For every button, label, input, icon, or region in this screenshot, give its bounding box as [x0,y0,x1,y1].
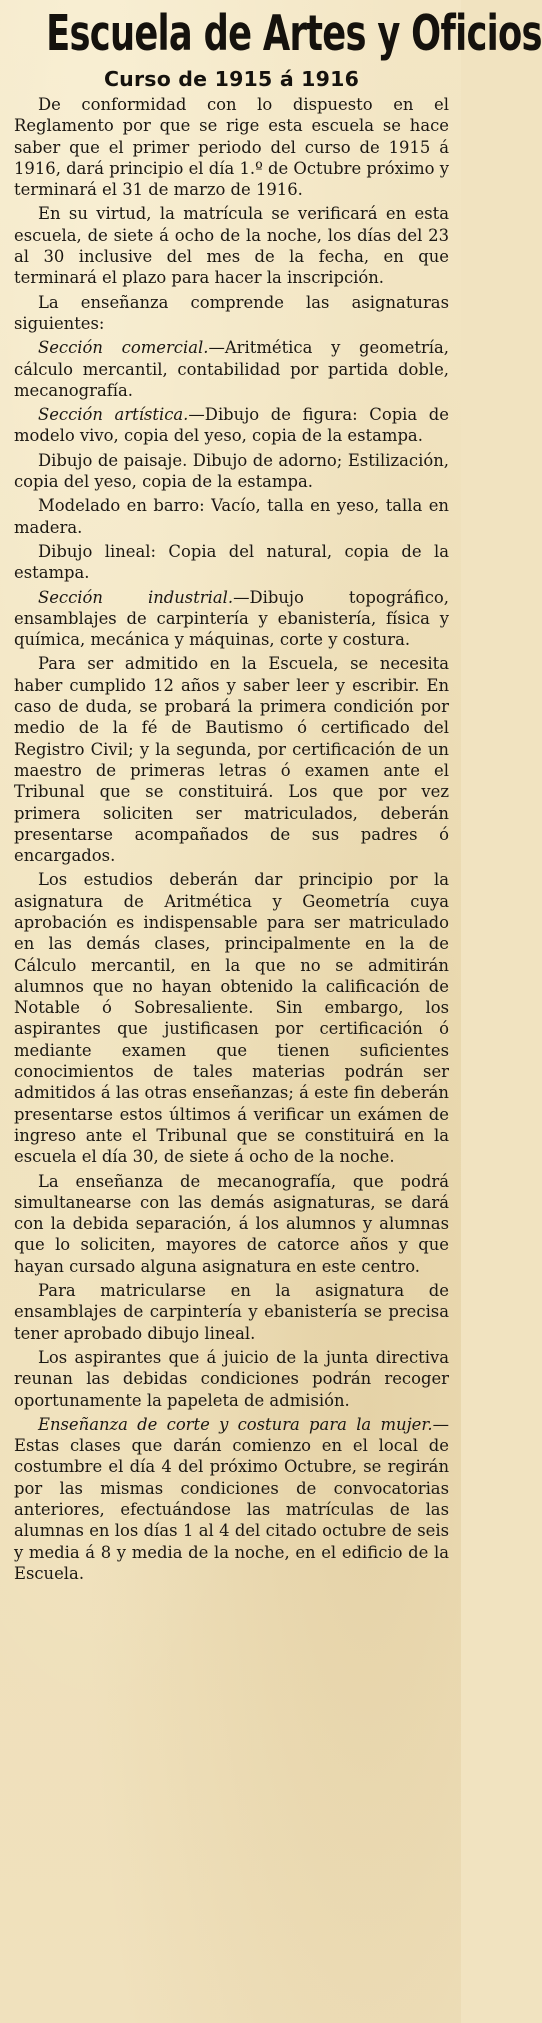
paragraph-studies [14,869,449,1167]
paragraph-text: —Aritmética y geometría, cálculo mercantil, contabilidad por partida doble, mecanografía. [14,338,450,400]
section-lead: Sección artística. [38,405,189,425]
paragraph-text: La enseñanza comprende las asignaturas siguientes: [14,292,449,333]
course-heading: Curso de 1915 á 1916 [103,67,360,91]
paragraph-admission [14,653,449,866]
article-body [14,94,449,1584]
paragraph-text: Los aspirantes que á juicio de la junta directiva reunan las debidas condiciones podrán recoger oportunamente la papeleta de admisión. [14,1347,449,1410]
paragraph-text: Para ser admitido en la Escuela, se necesita haber cumplido 12 años y saber leer y escribir. En caso de duda, se probará la primera condición por medio de la fé de Bautismo ó certificado del Registro Civil; y la segunda, por certificación de un maestro de primeras letras ó examen ante el Tribunal que se constituirá. Los que por vez primera soliciten ser matriculados, deberán presentarse acompañados de sus padres ó encargados. [14,654,449,866]
paragraph-text: En su virtud, la matrícula se verificará en esta escuela, de siete á ocho de la noche, los días del 23 al 30 inclusive del mes de la fecha, en que terminará el plazo para hacer la inscripción. [14,204,449,288]
paragraph-applicants [14,1347,449,1411]
paragraph-sewing [14,1414,449,1584]
paragraph-text: Los estudios deberán dar principio por la asignatura de Aritmética y Geometría cuya aprobación es indispensable para ser matriculado en las demás clases, principalmente en la de Cálculo mercantil, en la que no se admitirán alumnos que no hayan obtenido la calificación de Notable ó Sobresaliente. Sin embargo, los aspirantes que justificasen por certificación ó mediante examen que tienen suficientes conocimientos de tales materias podrán ser admitidos á las otras enseñanzas; á este fin deberán presentarse estos últimos á verificar un exámen de ingreso ante el Tribunal que se constituirá en la escuela el día 30, de siete á ocho de la noche. [14,870,449,1167]
paragraph-artistic-section [14,404,449,447]
paragraph-text: Dibujo lineal: Copia del natural, copia de la estampa. [14,541,449,583]
section-lead: Sección industrial. [38,587,234,607]
masthead-title: Escuela de Artes y Oficios [46,5,542,62]
paragraph-text: De conformidad con lo dispuesto en el Reglamento por que se rige esta escuela se hace saber que el primer periodo del curso de 1915 á 1916, dará principio el día 1.º de Octubre próximo y terminará el 31 de marzo de 1916. [14,95,449,200]
paragraph-text: Modelado en barro: Vacío, talla en yeso, talla en madera. [14,496,449,537]
section-lead: Sección comercial. [38,338,209,358]
paragraph-text: Dibujo de paisaje. Dibujo de adorno; Estilización, copia del yeso, copia de la estampa. [14,450,449,492]
paragraph-intro [14,94,449,200]
paragraph-modeling [14,495,449,538]
paragraph-enrollment [14,203,449,288]
paragraph-text: La enseñanza de mecanografía, que podrá simultanearse con las demás asignaturas, se dará con la debida separación, á los alumnos y alumnas que lo soliciten, mayores de catorce años y que hayan cursado alguna asignatura en este centro. [14,1171,449,1276]
paragraph-landscape [14,450,449,493]
paragraph-carpentry [14,1280,449,1344]
paragraph-text: —Dibujo de figura: Copia de modelo vivo, copia del yeso, copia de la estampa. [14,405,449,446]
paragraph-text: —Dibujo topográfico, ensamblajes de carpintería y ebanistería, física y química, mecánica y máquinas, corte y costura. [14,587,449,650]
paragraph-text: —Estas clases que darán comienzo en el local de costumbre el día 4 del próximo Octubre, se regirán por las mismas condiciones de convocatorias anteriores, efectuándose las matrículas de las alumnas en los días 1 al 4 del citado octubre de seis y media á 8 y media de la noche, en el edificio de la Escuela. [14,1414,449,1583]
paragraph-linear-drawing [14,541,449,584]
section-lead: Enseñanza de corte y costura para la mujer. [38,1414,433,1434]
paragraph-text: Para matricularse en la asignatura de ensamblajes de carpintería y ebanistería se precisa tener aprobado dibujo lineal. [14,1281,449,1343]
paragraph-typing [14,1171,449,1277]
paragraph-commercial-section [14,337,449,401]
paragraph-subjects [14,292,449,335]
paragraph-industrial-section [14,587,449,651]
